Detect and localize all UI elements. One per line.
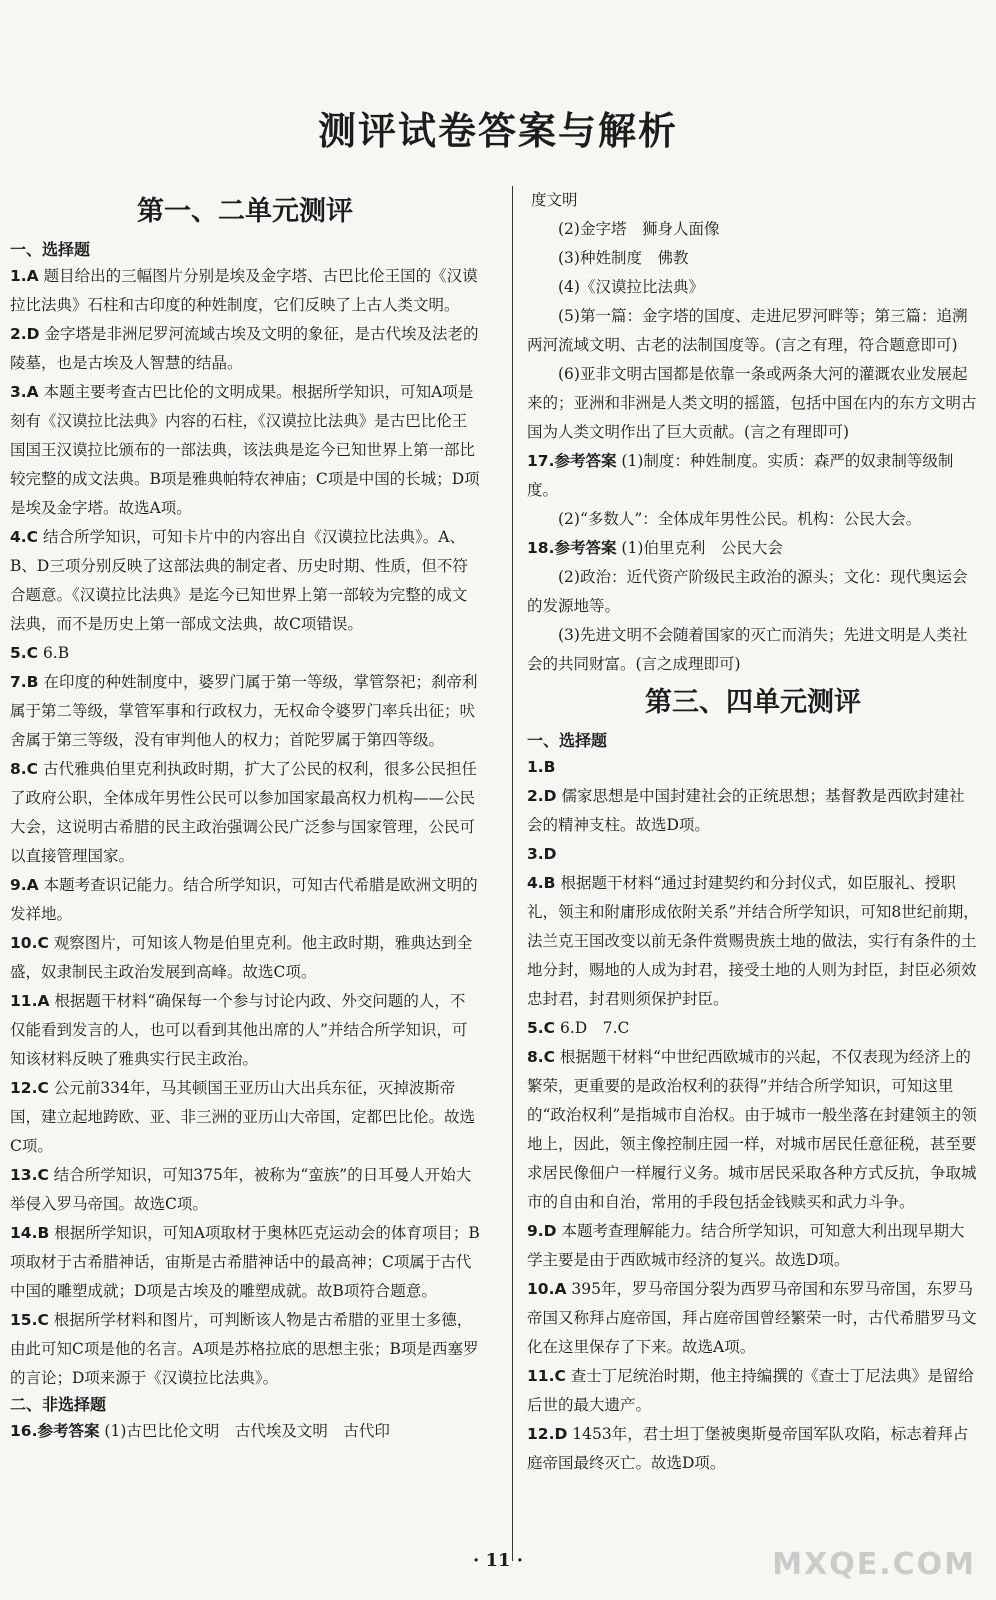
- answer-number: 8.C: [527, 1048, 556, 1066]
- answer-number: 11.A: [10, 992, 50, 1010]
- answer-number: 15.C: [10, 1311, 49, 1329]
- answer-text: 本题主要考查古巴比伦的文明成果。根据所学知识，可知A项是刻有《汉谟拉比法典》内容的石柱，《汉谟拉比法典》是古巴比伦王国国王汉谟拉比颁布的一部法典，该法典是迄今已知世界上第一部比较完整的成文法典。B项是雅典帕特农神庙；C项是中国的长城；D项是埃及金字塔。故选A项。: [10, 383, 480, 517]
- answer-number: 18.参考答案: [527, 539, 617, 557]
- answer-item: [10, 668, 480, 755]
- answer-text: 古代雅典伯里克利执政时期，扩大了公民的权利，很多公民担任了政府公职，全体成年男性公民可以参加国家最高权力机构——公民大会，这说明古希腊的民主政治强调公民广泛参与国家管理，公民可以直接管理国家。: [10, 760, 478, 865]
- answer-item: [10, 1161, 480, 1219]
- answer-item: [527, 534, 979, 563]
- answer-item: [10, 871, 480, 929]
- answer-item: [527, 869, 979, 1014]
- column-divider: [512, 186, 513, 1561]
- answer-text: 根据题干材料“通过封建契约和分封仪式，如臣服礼、授职礼，领主和附庸形成依附关系”并结合所学知识，可知8世纪前期，法兰克王国改变以前无条件赏赐贵族土地的做法，实行有条件的土地分封，赐地的人成为封君，接受土地的人则为封臣，封臣必须效忠封君，封君则须保护封臣。: [527, 874, 979, 1008]
- answer-line: (2)政治：近代资产阶级民主政治的源头；文化：现代奥运会的发源地等。: [527, 568, 968, 615]
- answer-text: 题目给出的三幅图片分别是埃及金字塔、古巴比伦王国的《汉谟拉比法典》石柱和古印度的种姓制度，它们反映了上古人类文明。: [10, 267, 478, 314]
- answer-text: 公元前334年，马其顿国王亚历山大出兵东征，灭掉波斯帝国，建立起地跨欧、亚、非三洲的亚历山大帝国，定都巴比伦。故选C项。: [10, 1079, 476, 1155]
- answer-number: 17.参考答案: [527, 452, 617, 470]
- answer-number: 12.C: [10, 1079, 49, 1097]
- section-title-unit-1-2: 第一、二单元测评: [137, 196, 353, 227]
- answer-text: 395年，罗马帝国分裂为西罗马帝国和东罗马帝国，东罗马帝国又称拜占庭帝国，拜占庭帝国曾经繁荣一时，古代希腊罗马文化在这里保存了下来。故选A项。: [527, 1280, 977, 1356]
- right-column: [527, 186, 979, 1478]
- answer-sublist: [527, 563, 979, 679]
- answer-number: 3.D: [527, 845, 557, 863]
- watermark-logo: MXQE.COM: [772, 1547, 976, 1582]
- answer-number: 2.D: [527, 787, 557, 805]
- answer-number: 4.C: [10, 528, 39, 546]
- answer-number: 2.D: [10, 325, 40, 343]
- answer-number: 10.C: [10, 934, 49, 952]
- answer-item: [527, 1014, 979, 1043]
- answer-item: [10, 1074, 480, 1161]
- answer-item: [10, 523, 480, 639]
- answer-item: [527, 1420, 979, 1478]
- answer-item: [527, 753, 979, 782]
- answer-text: 本题考查理解能力。结合所学知识，可知意大利出现早期大学主要是由于西欧城市经济的复兴。故选D项。: [527, 1222, 965, 1269]
- answer-number: 9.A: [10, 876, 39, 894]
- page-title: 测评试卷答案与解析: [317, 108, 678, 153]
- answer-item: [527, 1275, 979, 1362]
- answer-item: [10, 262, 480, 320]
- part-heading-choice: 一、选择题: [527, 731, 608, 750]
- answer-text: 根据所学知识，可知A项取材于奥林匹克运动会的体育项目；B项取材于古希腊神话，宙斯是古希腊神话中的最高神；C项属于古代中国的雕塑成就；D项是古埃及的雕塑成就。故B项符合题意。: [10, 1224, 480, 1300]
- answer-continuation: 度文明: [531, 191, 578, 209]
- answer-text: (1)古巴比伦文明 古代埃及文明 古代印: [104, 1422, 390, 1440]
- answer-number: 4.B: [527, 874, 556, 892]
- answer-item: [10, 378, 480, 523]
- answer-item: [527, 840, 979, 869]
- answer-text: (1)制度：种姓制度。实质：森严的奴隶制等级制度。: [527, 452, 954, 499]
- answer-list: [527, 753, 979, 1478]
- answer-item: [10, 1219, 480, 1306]
- answer-number: 16.参考答案: [10, 1422, 100, 1440]
- answer-line: (6)亚非文明古国都是依靠一条或两条大河的灌溉农业发展起来的；亚洲和非洲是人类文明的摇篮，包括中国在内的东方文明古国为人类文明作出了巨大贡献。(言之有理即可): [527, 365, 977, 441]
- answer-text: (1)伯里克利 公民大会: [621, 539, 783, 557]
- answer-item: [10, 1306, 480, 1393]
- answer-text: 6.B: [43, 644, 70, 662]
- answer-item: [10, 320, 480, 378]
- answer-number: 9.D: [527, 1222, 557, 1240]
- answer-sublist: [527, 215, 979, 447]
- answer-number: 10.A: [527, 1280, 567, 1298]
- answer-text: 结合所学知识，可知卡片中的内容出自《汉谟拉比法典》。A、B、D三项分别反映了这部法典的制定者、历史时期、性质，但不符合题意。《汉谟拉比法典》是迄今已知世界上第一部较为完整的成文法典，而不是历史上第一部成文法典，故C项错误。: [10, 528, 468, 633]
- answer-item: [527, 782, 979, 840]
- answer-item: [10, 1417, 480, 1446]
- answer-text: 儒家思想是中国封建社会的正统思想；基督教是西欧封建社会的精神支柱。故选D项。: [527, 787, 965, 834]
- answer-item: [527, 1217, 979, 1275]
- answer-number: 1.A: [10, 267, 39, 285]
- answer-number: 12.D: [527, 1425, 568, 1443]
- answer-item: [10, 987, 480, 1074]
- answer-line: (2)金字塔 狮身人面像: [558, 220, 720, 238]
- answer-text: 观察图片，可知该人物是伯里克利。他主政时期，雅典达到全盛，奴隶制民主政治发展到高峰。故选C项。: [10, 934, 473, 981]
- answer-line: (2)“多数人”：全体成年男性公民。机构：公民大会。: [558, 510, 922, 528]
- answer-text: 根据题干材料“确保每一个参与讨论内政、外交问题的人，不仅能看到发言的人，也可以看到其他出席的人”并结合所学知识，可知该材料反映了雅典实行民主政治。: [10, 992, 468, 1068]
- answer-number: 5.C: [527, 1019, 556, 1037]
- answer-text: 查士丁尼统治时期，他主持编撰的《查士丁尼法典》是留给后世的最大遗产。: [527, 1367, 974, 1414]
- answer-line: (3)先进文明不会随着国家的灭亡而消失；先进文明是人类社会的共同财富。(言之成理即可): [527, 626, 968, 673]
- answer-number: 1.B: [527, 758, 556, 776]
- answer-number: 8.C: [10, 760, 39, 778]
- answer-text: 1453年，君士坦丁堡被奥斯曼帝国军队攻陷，标志着拜占庭帝国最终灭亡。故选D项。: [527, 1425, 969, 1472]
- part-heading-nonchoice: 二、非选择题: [10, 1395, 107, 1414]
- answer-text: 6.D 7.C: [560, 1019, 630, 1037]
- answer-item: [10, 755, 480, 871]
- answer-item: [527, 1362, 979, 1420]
- answer-line: (3)种姓制度 佛教: [558, 249, 689, 267]
- section-title-unit-3-4: 第三、四单元测评: [645, 687, 861, 718]
- answer-text: 根据所学材料和图片，可判断该人物是古希腊的亚里士多德，由此可知C项是他的名言。A项是苏格拉底的思想主张；B项是西塞罗的言论；D项来源于《汉谟拉比法典》。: [10, 1311, 479, 1387]
- answer-line: (5)第一篇：金字塔的国度、走进尼罗河畔等；第三篇：追溯两河流域文明、古老的法制国度等。(言之有理，符合题意即可): [527, 307, 968, 354]
- answer-item: [527, 1043, 979, 1217]
- answer-item: [10, 639, 480, 668]
- answer-item: [527, 447, 979, 505]
- answer-number: 3.A: [10, 383, 39, 401]
- answer-line: (4)《汉谟拉比法典》: [558, 278, 704, 296]
- answer-number: 5.C: [10, 644, 39, 662]
- answer-number: 7.B: [10, 673, 39, 691]
- page-number: · 11 ·: [472, 1550, 524, 1571]
- answer-number: 14.B: [10, 1224, 50, 1242]
- answer-number: 11.C: [527, 1367, 566, 1385]
- answer-number: 13.C: [10, 1166, 49, 1184]
- answer-text: 结合所学知识，可知375年，被称为“蛮族”的日耳曼人开始大举侵入罗马帝国。故选C项。: [10, 1166, 472, 1213]
- left-column: [10, 188, 480, 1446]
- answer-item: [10, 929, 480, 987]
- part-heading-choice: 一、选择题: [10, 240, 91, 259]
- answer-text: 在印度的种姓制度中，婆罗门属于第一等级，掌管祭祀；刹帝利属于第二等级，掌管军事和行政权力，无权命令婆罗门率兵出征；吠舍属于第三等级，没有审判他人的权力；首陀罗属于第四等级。: [10, 673, 478, 749]
- answer-text: 金字塔是非洲尼罗河流域古埃及文明的象征，是古代埃及法老的陵墓，也是古埃及人智慧的结晶。: [10, 325, 479, 372]
- answer-text: 根据题干材料“中世纪西欧城市的兴起，不仅表现为经济上的繁荣，更重要的是政治权利的获得”并结合所学知识，可知这里的“政治权利”是指城市自治权。由于城市一般坐落在封建领主的领地上，因此，领主像控制庄园一样，对城市居民任意征税，甚至要求居民像佃户一样履行义务。城市居民采取各种方式反抗，争取城市的自由和自治，常用的手段包括金钱赎买和武力斗争。: [527, 1048, 977, 1211]
- answer-text: 本题考查识记能力。结合所学知识，可知古代希腊是欧洲文明的发祥地。: [10, 876, 478, 923]
- answer-list: [10, 262, 480, 1393]
